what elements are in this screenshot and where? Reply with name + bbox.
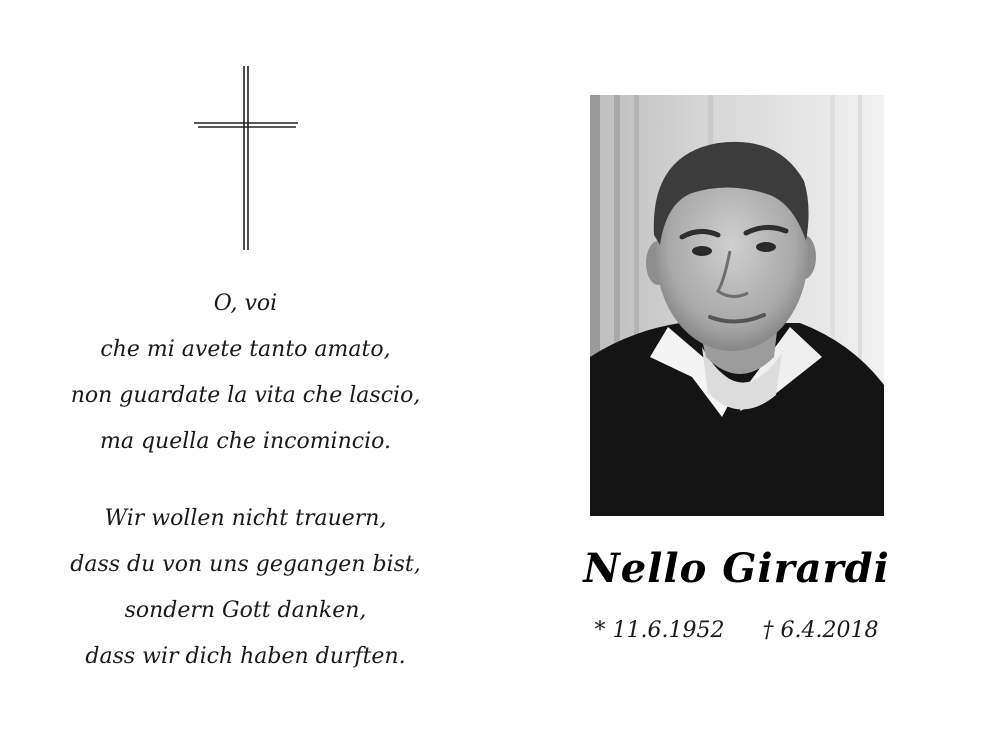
verse-line: che mi avete tanto amato, — [100, 337, 391, 362]
verse-german — [0, 496, 491, 680]
portrait-photo — [590, 95, 884, 516]
death-date: † 6.4.2018 — [762, 618, 879, 643]
cross-icon — [192, 66, 300, 250]
verse-line: dass du von uns gegangen bist, — [70, 552, 421, 577]
verse-line: O, voi — [213, 291, 278, 316]
verse-line: non guardate la vita che lascio, — [70, 383, 421, 408]
birth-date: * 11.6.1952 — [594, 618, 725, 643]
right-panel — [491, 0, 982, 737]
verse-line: Wir wollen nicht trauern, — [104, 506, 387, 531]
life-dates — [491, 618, 982, 643]
deceased-name: Nello Girardi — [583, 545, 890, 592]
verse-line: sondern Gott danken, — [124, 598, 367, 623]
verse-italian — [0, 281, 491, 465]
verse-line: dass wir dich haben durften. — [85, 644, 406, 669]
verse-line: ma quella che incomincio. — [100, 429, 391, 454]
